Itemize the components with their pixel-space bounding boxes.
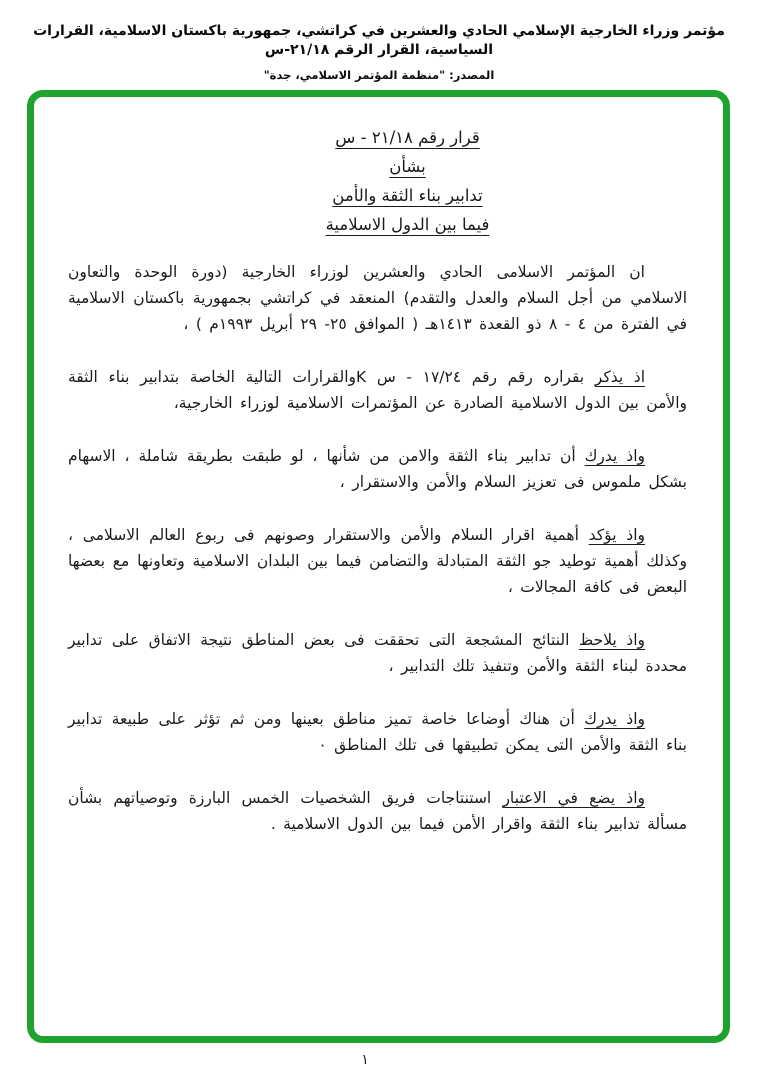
resolution-body (68, 259, 687, 837)
title-line: قرار رقم ٢١/١٨ - س (335, 128, 480, 147)
paragraph-lead: واذ يدرك (584, 447, 645, 465)
paragraph: واذ يدرك أن هناك أوضاعا خاصة تميز مناطق بعينها ومن ثم تؤثر على طبيعة تدابير بناء الثقة والأمن التى يمكن تطبيقها فى تلك المناطق ٠ (68, 710, 687, 754)
paragraph-lead: اذ يذكر (594, 368, 645, 386)
paragraph: اذ يذكر بقراره رقم رقم ١٧/٢٤ - س Kوالقرارات التالية الخاصة بتدابير بناء الثقة والأمن بين الدول الاسلامية الصادرة عن المؤتمرات الاسلامية لوزراء الخارجية، (68, 368, 687, 412)
header-source: المصدر: "منظمة المؤتمر الاسلامي، جدة" (263, 68, 495, 82)
page-number: ١ (361, 1052, 369, 1068)
paragraph: ان المؤتمر الاسلامى الحادي والعشرين لوزراء الخارجية (دورة الوحدة والتعاون الاسلامي من أجل السلام والعدل والتقدم) المنعقد في كراتشي بجمهورية باكستان الاسلامية في الفترة من ٤ - ٨ ذو القعدة ١٤١٣هـ ( الموافق ٢٥- ٢٩ أبريل ١٩٩٣م ) ، (68, 263, 687, 333)
paragraph-lead: واذ يلاحظ (578, 631, 645, 649)
paragraph: واذ يدرك أن تدابير بناء الثقة والامن من شأنها ، لو طبقت بطريقة شاملة ، الاسهام بشكل ملموس فى تعزيز السلام والأمن والاستقرار ، (68, 447, 687, 491)
paragraph: واذ يلاحظ النتائج المشجعة التى تحققت فى بعض المناطق نتيجة الاتفاق على تدابير محددة لبناء الثقة والأمن وتنفيذ تلك التدابير ، (68, 631, 687, 675)
paragraph: واذ يضع في الاعتبار استنتاجات فريق الشخصيات الخمس البارزة وتوصياتهم بشأن مسألة تدابير بناء الثقة واقرار الأمن فيما بين الدول الاسلامية . (68, 789, 687, 833)
title-line: فيما بين الدول الاسلامية (325, 215, 490, 234)
resolution-title-block (128, 123, 687, 239)
paragraph-lead: واذ يضع في الاعتبار (502, 789, 645, 807)
green-border-frame (27, 90, 730, 1043)
paragraph: واذ يؤكد أهمية اقرار السلام والأمن والاستقرار وصونهم فى ربوع العالم الاسلامى ، وكذلك أهمية توطيد جو الثقة المتبادلة والتضامن فيما بين البلدان الاسلامية وتعاونها مع بعضها البعض فى كافة المجالات ، (68, 526, 687, 596)
document-header (0, 0, 758, 82)
paragraph-lead: واذ يؤكد (588, 526, 645, 544)
title-line: بشأن (389, 157, 426, 176)
title-line: تدابير بناء الثقة والأمن (332, 186, 483, 205)
paragraph-lead: واذ يدرك (584, 710, 645, 728)
header-title: مؤتمر وزراء الخارجية الإسلامي الحادي والعشرين في كراتشي، جمهورية باكستان الاسلامية، القرارات السياسية، القرار الرقم ٢١/١٨-س (33, 23, 725, 58)
